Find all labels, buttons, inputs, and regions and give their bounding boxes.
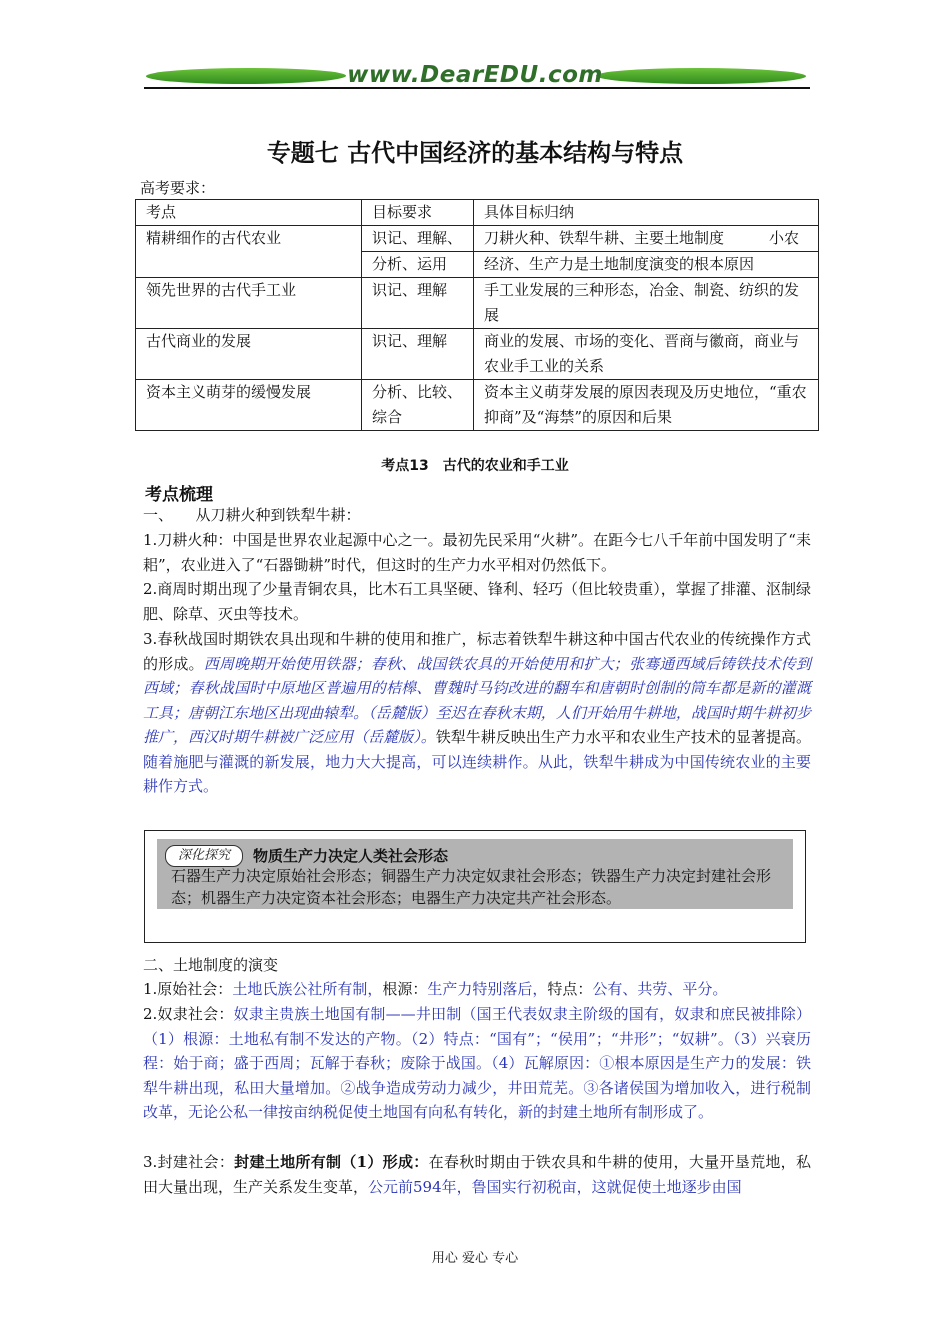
paragraph-highlight: 随着施肥与灌溉的新发展，地力大大提高，可以连续耕作。从此，铁犁牛耕成为中国传统农业的主要耕作方式。 bbox=[143, 752, 811, 795]
detail-cell: 资本主义萌芽发展的原因表现及历史地位，“重农抑商”及“海禁”的原因和后果 bbox=[474, 380, 819, 431]
deep-exploration-box bbox=[144, 830, 806, 943]
paragraph-text: 根源： bbox=[382, 980, 428, 998]
requirements-table bbox=[135, 199, 819, 431]
part2-paragraph-3 bbox=[143, 1150, 811, 1199]
paragraph-text: 1.原始社会： bbox=[143, 980, 233, 998]
paragraph-text: 3.封建社会： bbox=[143, 1153, 235, 1171]
paragraph-bold: 封建土地所有制（1）形成： bbox=[234, 1153, 429, 1171]
page-title: 专题七 古代中国经济的基本结构与特点 bbox=[266, 139, 684, 167]
callout-text: 石器生产力决定原始社会形态；铜器生产力决定奴隶社会形态；铁器生产力决定封建社会形态；机器生产力决定资本社会形态；电器生产力决定共产社会形态。 bbox=[171, 867, 772, 907]
header-topic: 考点 bbox=[136, 200, 362, 226]
callout-badge: 深化探究 bbox=[165, 845, 243, 867]
table-row bbox=[136, 226, 819, 252]
paragraph-text: 3.春秋战国时期铁农具出现和牛耕的使用和推广，标志着铁犁牛耕这种中国古代农业的传统操作方式的形成。 bbox=[143, 630, 811, 673]
table-row bbox=[136, 278, 819, 329]
part2-paragraph-1 bbox=[143, 977, 811, 1002]
goal-cell: 识记、理解 bbox=[362, 329, 474, 380]
goal-cell: 识记、理解 bbox=[362, 278, 474, 329]
part2-heading: 二、土地制度的演变 bbox=[143, 956, 279, 974]
part1-paragraph-3 bbox=[143, 627, 811, 799]
paragraph-text: 特点： bbox=[547, 980, 593, 998]
paragraph-text: 2.奴隶社会： bbox=[143, 1005, 234, 1023]
goal-cell: 分析、比较、综合 bbox=[362, 380, 474, 431]
topic-cell: 领先世界的古代手工业 bbox=[136, 278, 362, 329]
detail-cell: 刀耕火种、铁犁牛耕、主要土地制度 小农 bbox=[474, 226, 819, 252]
paragraph-highlight: 生产力特别落后， bbox=[427, 980, 548, 998]
subheading: 考点梳理 bbox=[145, 485, 213, 505]
topic-cell: 资本主义萌芽的缓慢发展 bbox=[136, 380, 362, 431]
goal-cell: 分析、运用 bbox=[362, 252, 474, 278]
part1-paragraph-2: 2.商周时期出现了少量青铜农具，比木石工具坚硬、锋利、轻巧（但比较贵重），掌握了排灌、沤制绿肥、除草、灭虫等技术。 bbox=[143, 580, 811, 623]
paragraph-highlight: 西周晚期开始使用铁器；春秋、战国铁农具的开始使用和扩大；张骞通西域后铸铁技术传到西域；春秋战国时中原地区普遍用的桔槔、曹魏时马钧改进的翻车和唐朝时创制的筒车都是新的灌溉工具；唐朝江东地区出现曲辕犁。（岳麓版）至迟在春秋末期，人们开始用牛耕地，战国时期牛耕初步推广，西汉时期牛耕被广泛应用（岳麓版）。 bbox=[143, 654, 811, 746]
paragraph-text: 铁犁牛耕反映出生产力水平和农业生产技术的显著提高。 bbox=[435, 728, 811, 746]
paragraph-highlight: 土地氏族公社所有制， bbox=[232, 980, 383, 998]
part1-paragraph-1: 1.刀耕火种：中国是世界农业起源中心之一。最初先民采用“火耕”。在距今七八千年前中国发明了“耒耜”，农业进入了“石器锄耕”时代，但这时的生产力水平相对仍然低下。 bbox=[143, 531, 811, 574]
page-footer: 用心 爱心 专心 bbox=[431, 1251, 519, 1266]
paragraph-highlight: 奴隶主贵族土地国有制——井田制（国王代表奴隶主阶级的国有，奴隶和庶民被排除）（1）根源：土地私有制不发达的产物。（2）特点：“国有”；“侯用”；“井形”；“奴耕”。（3）兴衰历程：始于商；盛于西周；瓦解于春秋；废除于战国。（4）瓦解原因：①根本原因是生产力的发展：铁犁牛耕出现，私田大量增加。②战争造成劳动力减少，井田荒芜。③各诸侯国为增加收入，进行税制改革，无论公私一律按亩纳税促使土地国有向私有转化，新的封建土地所有制形成了。 bbox=[143, 1005, 811, 1121]
part2-paragraph-2 bbox=[143, 1002, 811, 1125]
section-heading: 考点13 古代的农业和手工业 bbox=[381, 458, 569, 474]
detail-cell: 商业的发展、市场的变化、晋商与徽商，商业与农业手工业的关系 bbox=[474, 329, 819, 380]
paragraph-text: 在春秋时期由于铁农具和牛耕的使用，大量开垦荒地，私田大量出现，生产关系发生变革， bbox=[143, 1153, 811, 1196]
site-banner bbox=[140, 62, 810, 96]
part1-heading: 一、 从刀耕火种到铁犁牛耕： bbox=[143, 506, 361, 524]
paragraph-highlight: 公有、共劳、平分。 bbox=[592, 980, 728, 998]
header-goal: 目标要求 bbox=[362, 200, 474, 226]
table-header-row bbox=[136, 200, 819, 226]
site-logo-text[interactable]: www.DearEDU.com bbox=[347, 62, 603, 88]
requirements-label: 高考要求： bbox=[140, 179, 216, 197]
topic-cell: 古代商业的发展 bbox=[136, 329, 362, 380]
detail-cell: 手工业发展的三种形态，冶金、制瓷、纺织的发展 bbox=[474, 278, 819, 329]
header-detail: 具体目标归纳 bbox=[474, 200, 819, 226]
goal-cell: 识记、理解、 bbox=[362, 226, 474, 252]
callout-title: 物质生产力决定人类社会形态 bbox=[253, 847, 449, 865]
topic-cell: 精耕细作的古代农业 bbox=[136, 226, 362, 278]
table-row bbox=[136, 329, 819, 380]
table-row bbox=[136, 380, 819, 431]
detail-cell: 经济、生产力是土地制度演变的根本原因 bbox=[474, 252, 819, 278]
paragraph-highlight: 公元前594年，鲁国实行初税亩，这就促使土地逐步由国 bbox=[368, 1177, 742, 1196]
